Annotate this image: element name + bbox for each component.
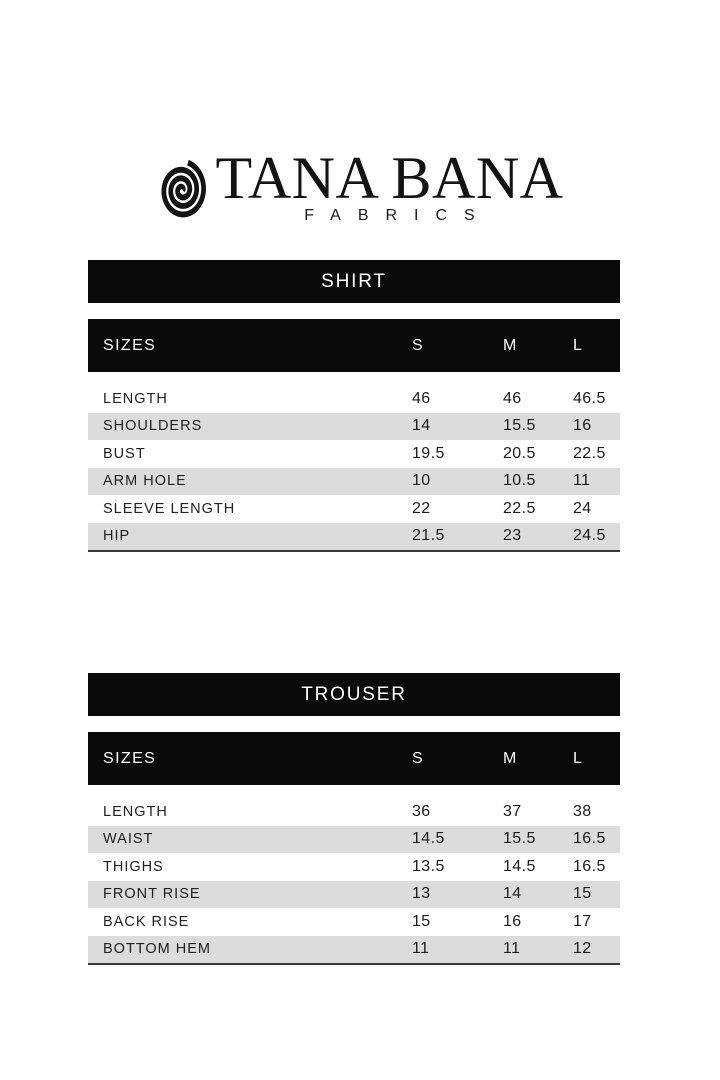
size-value-l: 16 (573, 417, 592, 435)
table-title: TROUSER (301, 683, 407, 705)
size-value-m: 46 (503, 389, 522, 407)
measurement-label: LENGTH (103, 390, 168, 407)
shirt-title-bar (88, 260, 620, 303)
column-header-m: M (503, 749, 518, 767)
measurement-label: SLEEVE LENGTH (103, 500, 236, 517)
size-value-s: 14 (412, 417, 431, 435)
size-value-s: 36 (412, 802, 431, 820)
size-value-s: 21.5 (412, 527, 445, 545)
brand-name: TANA BANA (215, 145, 564, 211)
measurement-row (88, 440, 620, 468)
column-header-s: S (412, 336, 425, 354)
size-value-m: 15.5 (503, 830, 536, 848)
column-header-s: S (412, 749, 425, 767)
table-title: SHIRT (321, 270, 387, 292)
measurement-row (88, 936, 620, 964)
sizes-header-label: SIZES (103, 749, 157, 767)
size-value-s: 11 (412, 940, 430, 958)
measurement-row (88, 908, 620, 936)
size-value-l: 11 (573, 472, 591, 490)
size-value-l: 24 (573, 499, 592, 517)
measurement-label: ARM HOLE (103, 473, 187, 490)
measurement-label: BUST (103, 445, 146, 462)
brand-text-block (215, 145, 564, 225)
measurement-row (88, 413, 620, 441)
size-value-l: 22.5 (573, 444, 606, 462)
trouser-title-bar (88, 673, 620, 716)
measurement-label: THIGHS (103, 858, 164, 875)
measurement-row (88, 826, 620, 854)
measurement-label: FRONT RISE (103, 886, 201, 903)
brand-logo (0, 145, 720, 225)
size-value-s: 22 (412, 499, 431, 517)
measurement-label: BACK RISE (103, 913, 190, 930)
size-value-m: 14 (503, 885, 522, 903)
size-value-l: 16.5 (573, 830, 606, 848)
shirt-measurement-rows (88, 385, 620, 552)
size-value-l: 15 (573, 885, 592, 903)
size-value-m: 15.5 (503, 417, 536, 435)
measurement-row (88, 468, 620, 496)
size-value-s: 13 (412, 885, 431, 903)
measurement-label: WAIST (103, 831, 154, 848)
brand-spiral-icon (156, 158, 208, 222)
measurement-label: SHOULDERS (103, 418, 203, 435)
measurement-label: HIP (103, 528, 131, 545)
size-value-s: 14.5 (412, 830, 445, 848)
size-value-l: 12 (573, 940, 592, 958)
size-value-s: 10 (412, 472, 431, 490)
measurement-row (88, 385, 620, 413)
measurement-row (88, 853, 620, 881)
size-value-m: 11 (503, 940, 521, 958)
measurement-label: BOTTOM HEM (103, 941, 212, 958)
sizes-header-label: SIZES (103, 336, 157, 354)
measurement-label: LENGTH (103, 803, 168, 820)
measurement-row (88, 881, 620, 909)
column-header-l: L (573, 749, 584, 767)
shirt-header-row (88, 319, 620, 372)
size-value-m: 10.5 (503, 472, 536, 490)
trouser-header-row (88, 732, 620, 785)
shirt-size-table (88, 260, 620, 552)
measurement-row (88, 798, 620, 826)
size-value-m: 37 (503, 802, 522, 820)
size-value-s: 46 (412, 389, 431, 407)
size-value-l: 46.5 (573, 389, 606, 407)
trouser-measurement-rows (88, 798, 620, 965)
size-value-m: 22.5 (503, 499, 536, 517)
size-value-s: 13.5 (412, 857, 445, 875)
size-value-m: 20.5 (503, 444, 536, 462)
size-value-l: 38 (573, 802, 592, 820)
size-value-l: 24.5 (573, 527, 606, 545)
size-value-m: 16 (503, 912, 522, 930)
brand-subtitle: FABRICS (304, 207, 492, 224)
size-value-m: 14.5 (503, 857, 536, 875)
size-value-s: 15 (412, 912, 431, 930)
measurement-row (88, 523, 620, 551)
trouser-size-table (88, 673, 620, 965)
column-header-m: M (503, 336, 518, 354)
size-value-s: 19.5 (412, 444, 445, 462)
column-header-l: L (573, 336, 584, 354)
measurement-row (88, 495, 620, 523)
size-value-l: 16.5 (573, 857, 606, 875)
size-value-l: 17 (573, 912, 592, 930)
size-value-m: 23 (503, 527, 522, 545)
